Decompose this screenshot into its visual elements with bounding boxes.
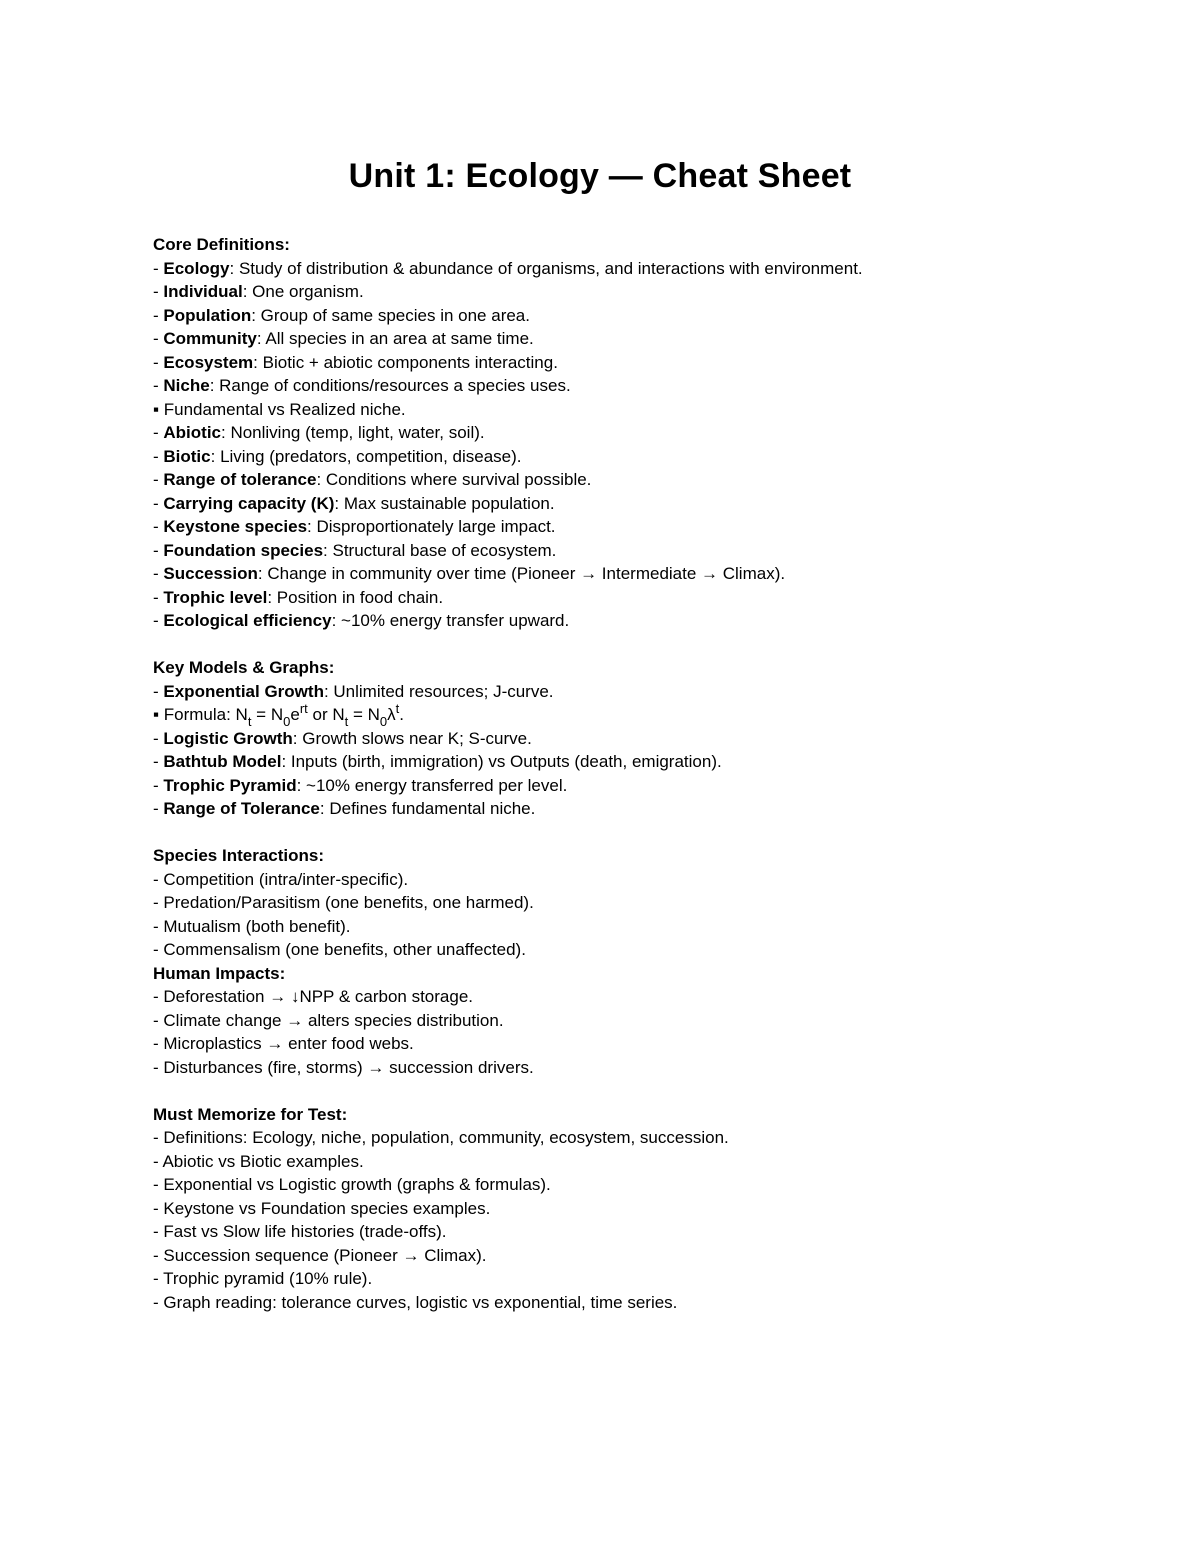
document-body: [153, 233, 1113, 1314]
model-range-of-tolerance: - Range of Tolerance: Defines fundamental niche.: [153, 799, 536, 818]
definition-trophic-level: - Trophic level: Position in food chain.: [153, 587, 444, 607]
model-logistic-growth: - Logistic Growth: Growth slows near K; S-curve.: [153, 728, 532, 748]
list-item: - Definitions: Ecology, niche, population, community, ecosystem, succession.: [153, 1128, 729, 1147]
list-item: - Keystone vs Foundation species examples.: [153, 1198, 491, 1218]
model-trophic-pyramid: - Trophic Pyramid: ~10% energy transferred per level.: [153, 775, 568, 795]
section-heading-species-interactions: Species Interactions:: [153, 846, 325, 865]
definition-ecological-efficiency: - Ecological efficiency: ~10% energy transfer upward.: [153, 611, 570, 630]
human-impacts-list: [153, 985, 1113, 1079]
section-spacer: [153, 821, 1113, 845]
definition-niche: - Niche: Range of conditions/resources a species uses.: [153, 376, 571, 395]
definition-range-of-tolerance: - Range of tolerance: Conditions where survival possible.: [153, 470, 592, 489]
definition-niche-subpoint: ▪ Fundamental vs Realized niche.: [153, 399, 406, 419]
page-title: Unit 1: Ecology — Cheat Sheet: [348, 157, 852, 195]
definition-abiotic: - Abiotic: Nonliving (temp, light, water, soil).: [153, 423, 485, 442]
section-heading-key-models: Key Models & Graphs:: [153, 658, 335, 677]
definition-biotic: - Biotic: Living (predators, competition, disease).: [153, 446, 522, 466]
section-spacer: [153, 633, 1113, 657]
definition-ecology: - Ecology: Study of distribution & abundance of organisms, and interactions with environment.: [153, 258, 863, 278]
list-item: - Climate change → alters species distribution.: [153, 1010, 504, 1030]
definition-individual: - Individual: One organism.: [153, 282, 364, 301]
definition-community: - Community: All species in an area at same time.: [153, 329, 534, 348]
model-exponential-growth: - Exponential Growth: Unlimited resources; J-curve.: [153, 681, 554, 701]
section-heading-human-impacts: Human Impacts:: [153, 963, 286, 983]
definition-keystone-species: - Keystone species: Disproportionately large impact.: [153, 517, 556, 536]
definition-carrying-capacity: - Carrying capacity (K): Max sustainable population.: [153, 493, 555, 513]
list-item: - Succession sequence (Pioneer → Climax).: [153, 1245, 487, 1265]
list-item: - Predation/Parasitism (one benefits, one harmed).: [153, 893, 534, 912]
species-interactions-list: [153, 868, 1113, 962]
list-item: - Deforestation → ↓NPP & carbon storage.: [153, 987, 474, 1006]
list-item: - Disturbances (fire, storms) → succession drivers.: [153, 1057, 534, 1077]
list-item: - Fast vs Slow life histories (trade-offs).: [153, 1222, 447, 1241]
list-item: - Microplastics → enter food webs.: [153, 1034, 414, 1053]
key-models-list: [153, 680, 1113, 821]
definition-foundation-species: - Foundation species: Structural base of ecosystem.: [153, 540, 557, 560]
list-item: - Exponential vs Logistic growth (graphs & formulas).: [153, 1175, 551, 1194]
definition-ecosystem: - Ecosystem: Biotic + abiotic components interacting.: [153, 352, 558, 372]
section-spacer: [153, 1079, 1113, 1103]
list-item: - Abiotic vs Biotic examples.: [153, 1151, 364, 1171]
core-definitions-list: [153, 257, 1113, 633]
list-item: - Commensalism (one benefits, other unaffected).: [153, 940, 526, 959]
section-heading-core-definitions: Core Definitions:: [153, 235, 290, 254]
must-memorize-list: [153, 1126, 1113, 1314]
list-item: - Trophic pyramid (10% rule).: [153, 1269, 373, 1288]
model-growth-formula: ▪ Formula: $N_t = N_0e^{rt}$ or $N_t = N_0\lambda^t$.: [153, 701, 404, 729]
definition-succession: - Succession: Change in community over time (Pioneer → Intermediate → Climax).: [153, 564, 786, 583]
section-heading-must-memorize: Must Memorize for Test:: [153, 1104, 348, 1124]
list-item: - Graph reading: tolerance curves, logistic vs exponential, time series.: [153, 1292, 678, 1312]
model-bathtub: - Bathtub Model: Inputs (birth, immigration) vs Outputs (death, emigration).: [153, 752, 722, 771]
definition-population: - Population: Group of same species in one area.: [153, 305, 530, 325]
list-item: - Competition (intra/inter-specific).: [153, 869, 409, 889]
list-item: - Mutualism (both benefit).: [153, 916, 351, 936]
